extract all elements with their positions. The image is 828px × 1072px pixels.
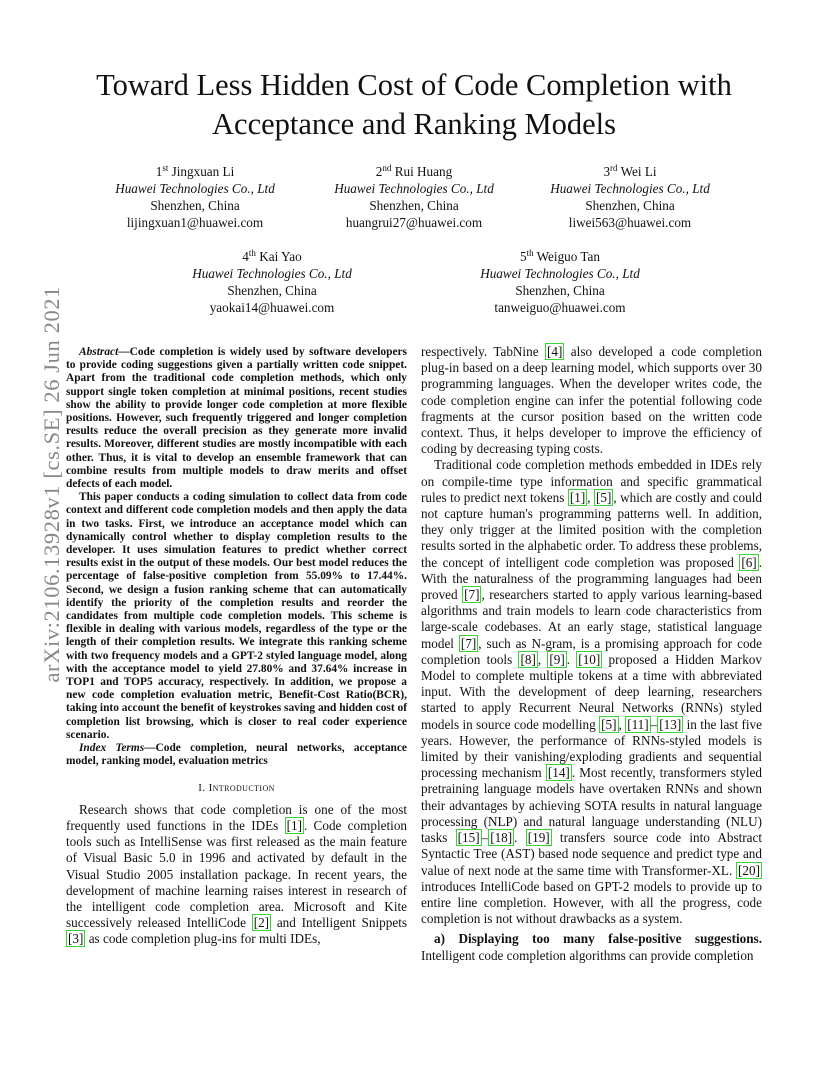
- author-name: Rui Huang: [394, 164, 453, 179]
- citation-link[interactable]: [3]: [68, 931, 84, 947]
- citation-link[interactable]: [13]: [659, 716, 682, 732]
- citation-link[interactable]: [15]: [457, 830, 480, 846]
- abstract-label: Abstract: [79, 346, 119, 358]
- title-line-2: Acceptance and Ranking Models: [212, 107, 616, 141]
- author-5: 5th Weiguo Tan Huawei Technologies Co., Ltd Shenzhen, China tanweiguo@huawei.com: [455, 248, 665, 316]
- author-affiliation: Huawei Technologies Co., Ltd: [480, 266, 640, 281]
- author-email: liwei563@huawei.com: [568, 215, 692, 230]
- author-affiliation: Huawei Technologies Co., Ltd: [192, 266, 352, 281]
- citation-link[interactable]: [4]: [546, 344, 563, 359]
- citation-link[interactable]: [7]: [460, 635, 477, 651]
- right-paragraph-2: Traditional code completion methods embedded in IDEs rely on compile-time type information and specific grammatical rules to predict next tokens [1] , [5] , which are costly and could not capture human's programming patterns well. In addition, they only trigger at the limited position with the completion results sorted in the alphabetic order. To address these problems, the concept of intelligent code completion was proposed [6] . With the naturalness of the programming languages had been proved [7] , researchers started to apply various learning-based algorithms and train models to learn code characteristics from large-scale codebases. At an early stage, statistical language model [7] , such as N-gram, is a promising approach for code completion tools [8] , [9] . [10] proposed a Hidden Markov Model to complete multiple tokens at a time with abbreviated input. With the development of deep learning, researchers started to apply Recurrent Neural Networks (RNNs) styled models in source code modelling [5] , [11] – [13] in the last five years. However, the performance of RNNs-styled models is limited by their vanishing/exploding gradients and sequential processing mechanism [14] . Most recently, transformers styled pretraining language models have overtaken RNNs and shown their advantages by achieving SOTA results in natural language processing (NLP) and natural language understanding (NLU) tasks [15] – [18] . [19] transfers source code into Abstract Syntactic Tree (AST) based node sequence and predict type and value of next node at the same time with Transformer-XL. [20] introduces IntelliCode based on GPT-2 models to provide up to entire line completion. However, with all the progress, code completion is not without drawbacks as a system.: [421, 457, 763, 927]
- citation-link[interactable]: [1]: [569, 489, 586, 505]
- citation-link[interactable]: [10]: [578, 651, 601, 667]
- author-email: huangrui27@huawei.com: [345, 215, 483, 230]
- citation-link[interactable]: [2]: [253, 915, 270, 931]
- author-affiliation: Huawei Technologies Co., Ltd: [334, 181, 494, 196]
- citation-link[interactable]: [20]: [738, 862, 760, 878]
- citation-link[interactable]: [5]: [595, 489, 612, 505]
- title-line-1: Toward Less Hidden Cost of Code Completion with: [96, 68, 732, 102]
- author-affiliation: Huawei Technologies Co., Ltd: [115, 181, 275, 196]
- author-name: Jingxuan Li: [171, 164, 235, 179]
- citation-link[interactable]: [7]: [464, 587, 480, 603]
- author-email: lijingxuan1@huawei.com: [126, 215, 264, 230]
- right-column: [421, 344, 762, 964]
- author-name: Weiguo Tan: [536, 249, 600, 264]
- citation-link[interactable]: [18]: [490, 830, 513, 846]
- section-heading: I. Introduction: [198, 781, 275, 794]
- abstract: [66, 346, 407, 769]
- index-terms-label: Index Terms: [79, 742, 145, 755]
- citation-link[interactable]: [5]: [601, 716, 617, 732]
- author-1: 1st Jingxuan Li Huawei Technologies Co., Ltd Shenzhen, China lijingxuan1@huawei.com: [90, 163, 300, 231]
- author-email: tanweiguo@huawei.com: [494, 300, 626, 315]
- citation-link[interactable]: [8]: [520, 651, 536, 667]
- citation-link[interactable]: [11]: [627, 716, 649, 732]
- author-city: Shenzhen, China: [515, 283, 605, 298]
- right-paragraph-1: respectively. TabNine [4] also developed a code completion plug-in based on a deep learning model, which supports over 30 programming languages. When the developer writes code, the code completion engine can infer the potential following code fragments at the cursor position based on the written code context. Thus, it helps developer to improve the efficiency of coding by decreasing typing costs.: [421, 344, 762, 457]
- author-name: Kai Yao: [259, 249, 302, 264]
- citation-link[interactable]: [14]: [547, 765, 570, 781]
- author-3: 3rd Wei Li Huawei Technologies Co., Ltd Shenzhen, China liwei563@huawei.com: [525, 163, 735, 231]
- author-city: Shenzhen, China: [369, 198, 459, 213]
- arxiv-stamp: [22, 286, 64, 686]
- author-city: Shenzhen, China: [150, 198, 240, 213]
- paper-title: [60, 66, 768, 144]
- intro-paragraph-1: Research shows that code completion is one of the most frequently used functions in the IDEs [1] . Code completion tools such as IntelliSense was first released as the main feature of Visual Basic 5.0 in 1996 and activated by default in the Visual Studio 2005 installation package. In recent years, the development of machine learning raises interest in research of the intelligent code completion area. Microsoft and Kite successively released IntelliCode [2] and Intelligent Snippets [3] as code completion plug-ins for multi IDEs,: [66, 801, 408, 947]
- index-terms: Index Terms—Code completion, neural networks, acceptance model, ranking model, evaluation metrics: [66, 742, 407, 768]
- citation-link[interactable]: [6]: [741, 554, 757, 570]
- author-name: Wei Li: [620, 164, 657, 179]
- subheading: a) Displaying too many false-positive suggestions.: [434, 931, 762, 947]
- citation-link[interactable]: [19]: [527, 830, 550, 846]
- right-paragraph-3: a) Displaying too many false-positive suggestions. Intelligent code completion algorithms can provide completion: [421, 931, 762, 963]
- abstract-paragraph-2: This paper conducts a coding simulation to collect data from code context and different code completion models and then apply the data in two tasks. First, we introduce an acceptance model which can dynamically control whether to display completion results to the developer. It uses simulation features to predict whether correct results exist in the output of these models. Our best model reduces the percentage of false-positive completion from 55.09% to 17.44%. Second, we design a fusion ranking scheme that can automatically identify the priority of the completion results and reorder the candidates from multiple code completion models. This scheme is flexible in dealing with various models, regardless of the type or the length of their completion results. We integrate this ranking scheme with two frequency models and a GPT-2 styled language model, along with the acceptance model to yield 27.80% and 37.64% increase in TOP1 and TOP5 accuracy, respectively. In addition, we propose a new code completion evaluation metric, Benefit-Cost Ratio(BCR), taking into account the benefit of keystrokes saving and hidden cost of completion list browsing, which is closer to real coder experience scenario.: [66, 491, 407, 741]
- author-4: 4th Kai Yao Huawei Technologies Co., Ltd Shenzhen, China yaokai14@huawei.com: [167, 248, 377, 316]
- left-column: [66, 346, 407, 948]
- arxiv-stamp-text: arXiv:2106.13928v1 [cs.SE] 26 Jun 2021: [39, 286, 64, 683]
- author-2: 2nd Rui Huang Huawei Technologies Co., Ltd Shenzhen, China huangrui27@huawei.com: [309, 163, 519, 231]
- citation-link[interactable]: [9]: [549, 651, 565, 667]
- abstract-paragraph-1: Abstract—Code completion is widely used by software developers to provide coding suggestions given a partially written code snippet. Apart from the traditional code completion methods, which only support single token completion at minimal positions, recent studies show the ability to provide longer code completion at more flexible positions. However, such frequently triggered and longer completion results reduce the overall precision as they generate more invalid results. Moreover, different studies are mostly incompatible with each other. Thus, it is vital to develop an ensemble framework that can combine results from multiple models to draw merits and offset defects of each model.: [66, 346, 407, 491]
- citation-link[interactable]: [1]: [286, 817, 302, 833]
- author-email: yaokai14@huawei.com: [209, 300, 335, 315]
- author-affiliation: Huawei Technologies Co., Ltd: [550, 181, 710, 196]
- author-city: Shenzhen, China: [227, 283, 317, 298]
- author-city: Shenzhen, China: [585, 198, 675, 213]
